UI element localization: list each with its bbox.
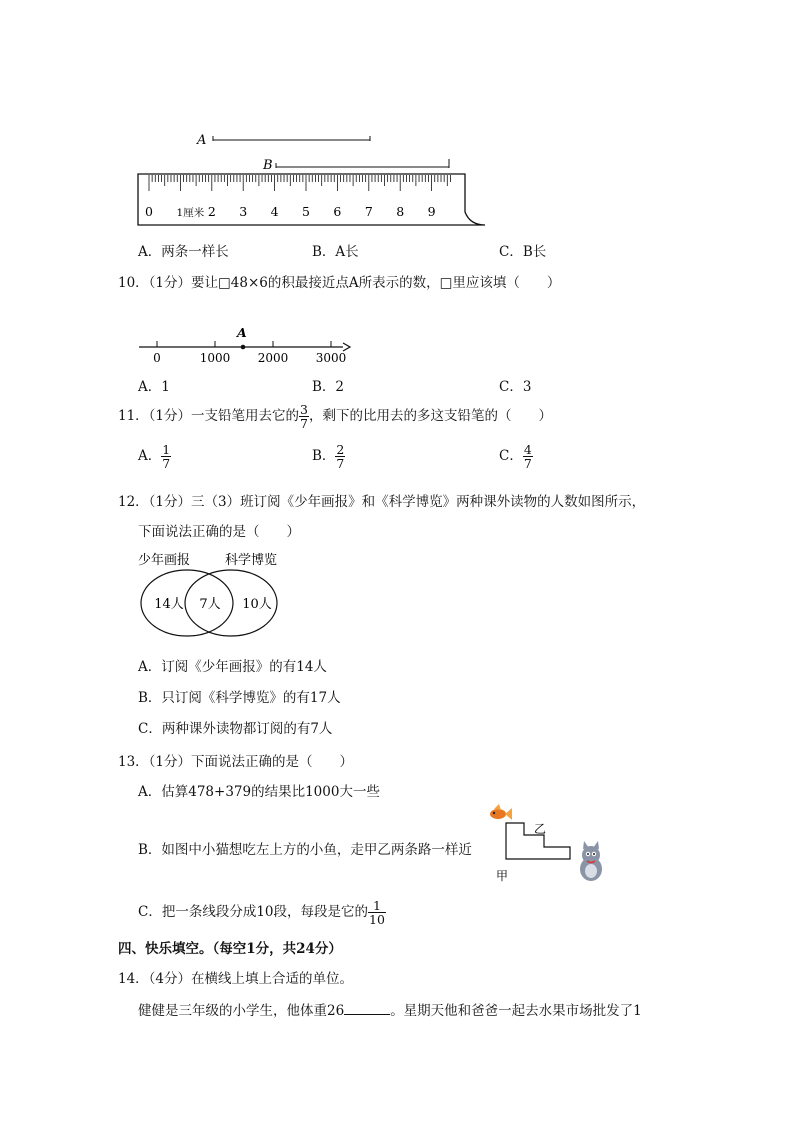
q13-option-a[interactable]: A．估算478+379的结果比1000大一些 bbox=[138, 784, 380, 800]
ruler-tick-label: 0 bbox=[145, 204, 153, 219]
segment-a-label: A bbox=[197, 133, 207, 148]
q10-option-b[interactable]: B．2 bbox=[312, 379, 345, 395]
path-label-yi: 乙 bbox=[534, 822, 547, 836]
q11-option-b[interactable]: B． $\frac{2}{7}$ bbox=[312, 442, 345, 472]
q11-stem-before: 11．（1分）一支铅笔用去它的 bbox=[118, 408, 300, 425]
number-line bbox=[135, 325, 355, 367]
ruler-tick-label: 3 bbox=[239, 204, 248, 219]
section-4-title: 四、快乐填空。（每空1分，共24分） bbox=[118, 941, 342, 957]
q12-option-c[interactable]: C．两种课外读物都订阅的有7人 bbox=[138, 721, 333, 737]
q14-stem: 14．（4分）在横线上填上合适的单位。 bbox=[118, 971, 354, 987]
q9-option-c[interactable]: C．B长 bbox=[499, 244, 547, 260]
venn-middle-value: 7人 bbox=[199, 597, 221, 612]
tick-label: 1000 bbox=[199, 351, 231, 365]
q11-option-a[interactable]: A． $\frac{1}{7}$ bbox=[138, 442, 171, 472]
ruler-tick-label: 2 bbox=[207, 204, 216, 219]
venn-right-value: 10人 bbox=[242, 597, 272, 612]
q11-stem-after: ，剩下的比用去的多这支铅笔的（ ） bbox=[308, 408, 552, 425]
q12-stem-line2: 下面说法正确的是（ ） bbox=[138, 524, 300, 540]
ruler-tick-label: 5 bbox=[302, 204, 310, 219]
ruler-tick-label: 9 bbox=[427, 204, 436, 219]
ruler-tick-label: 1厘米 bbox=[176, 207, 205, 219]
point-a bbox=[241, 345, 246, 350]
tick-label: 0 bbox=[153, 351, 161, 365]
q13-option-b[interactable]: B．如图中小猫想吃左上方的小鱼，走甲乙两条路一样近 bbox=[138, 842, 472, 858]
tick-label: 3000 bbox=[315, 351, 347, 365]
venn-diagram bbox=[135, 548, 285, 640]
q10-option-c[interactable]: C．3 bbox=[499, 379, 532, 395]
venn-right-title: 科学博览 bbox=[225, 553, 278, 568]
q13-option-c[interactable]: C．把一条线段分成10段，每段是它的 $\frac{1}{10}$ bbox=[138, 898, 385, 928]
q11-fraction: $\frac{3}{7}$ bbox=[300, 402, 308, 432]
q14-blank[interactable] bbox=[344, 1002, 390, 1015]
q12-stem-line1: 12．（1分）三（3）班订阅《少年画报》和《科学博览》两种课外读物的人数如图所示， bbox=[118, 494, 646, 510]
ruler-tick-label: 6 bbox=[333, 204, 342, 219]
ruler-figure bbox=[135, 128, 495, 228]
q11-option-c[interactable]: C． $\frac{4}{7}$ bbox=[499, 442, 532, 472]
ruler-tick-label: 8 bbox=[396, 204, 405, 219]
q14-line: 健健是三年级的小学生，他体重26 。星期天他和爸爸一起去水果市场批发了1 bbox=[138, 1003, 642, 1019]
venn-left-title: 少年画报 bbox=[138, 553, 191, 568]
path-figure bbox=[484, 803, 606, 885]
q13-stem: 13．（1分）下面说法正确的是（ ） bbox=[118, 754, 354, 770]
path-label-jia: 甲 bbox=[496, 869, 509, 883]
cat-icon bbox=[580, 841, 602, 881]
point-a-label: A bbox=[237, 325, 247, 340]
q9-option-a[interactable]: A．两条一样长 bbox=[138, 244, 229, 260]
tick-label: 2000 bbox=[257, 351, 289, 365]
fish-icon bbox=[490, 804, 512, 820]
q12-option-b[interactable]: B．只订阅《科学博览》的有17人 bbox=[138, 690, 341, 706]
q12-option-a[interactable]: A．订阅《少年画报》的有14人 bbox=[138, 659, 327, 675]
ruler-tick-label: 7 bbox=[364, 204, 373, 219]
q10-stem: 10．（1分）要让□48×6的积最接近点A所表示的数，□里应该填（ ） bbox=[118, 275, 561, 291]
q10-option-a[interactable]: A．1 bbox=[138, 379, 170, 395]
venn-left-value: 14人 bbox=[154, 597, 184, 612]
ruler-tick-label: 4 bbox=[270, 204, 279, 219]
q9-option-b[interactable]: B．A长 bbox=[312, 244, 359, 260]
q11-stem bbox=[118, 403, 552, 430]
segment-b-label: B bbox=[263, 158, 273, 173]
